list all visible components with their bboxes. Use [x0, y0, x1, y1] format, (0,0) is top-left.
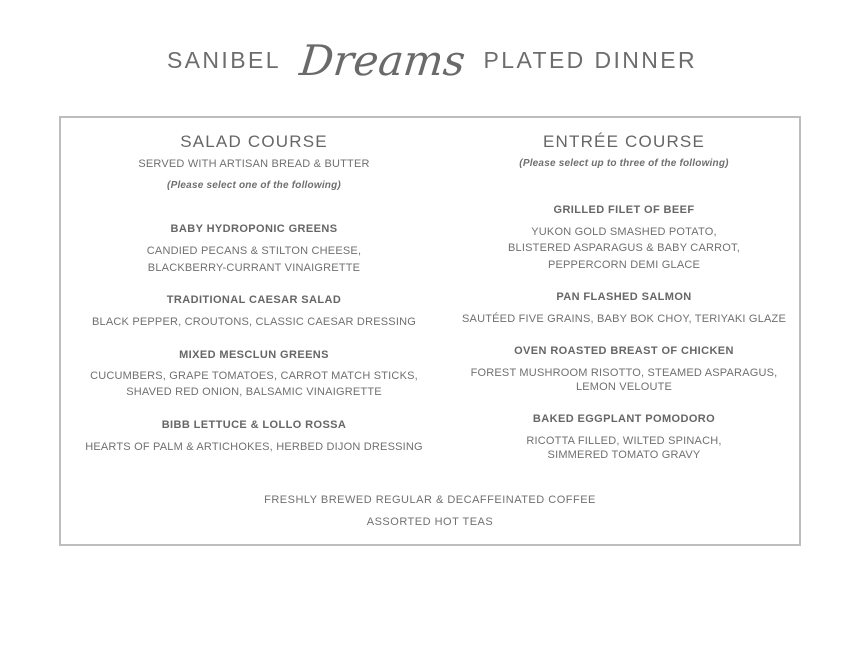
salad-item-desc: BLACKBERRY-CURRANT VINAIGRETTE: [147, 262, 361, 274]
footer-coffee: FRESHLY BREWED REGULAR & DECAFFEINATED COFFEE: [264, 494, 596, 506]
entree-item-desc: PEPPERCORN DEMI GLACE: [547, 259, 701, 271]
salad-item-name: BIBB LETTUCE & LOLLO ROSSA: [161, 419, 347, 431]
salad-item-desc: BLACK PEPPER, CROUTONS, CLASSIC CAESAR DRESSING: [91, 316, 416, 328]
entree-item-desc: FOREST MUSHROOM RISOTTO, STEAMED ASPARAGUS,: [470, 367, 778, 379]
entree-note: (Please select up to three of the following): [519, 158, 729, 169]
title-left: SANIBEL: [166, 47, 281, 73]
entree-item-desc: SAUTÉED FIVE GRAINS, BABY BOK CHOY, TERIYAKI GLAZE: [462, 313, 786, 325]
salad-item-name: BABY HYDROPONIC GREENS: [170, 223, 338, 235]
entree-item-desc: BLISTERED ASPARAGUS & BABY CARROT,: [508, 242, 740, 254]
salad-item-name: TRADITIONAL CAESAR SALAD: [166, 294, 342, 306]
title-right: PLATED DINNER: [483, 47, 698, 73]
entree-item-desc: SIMMERED TOMATO GRAVY: [547, 449, 701, 461]
entree-item-name: GRILLED FILET OF BEEF: [553, 204, 695, 216]
menu-title: [0, 36, 864, 85]
entree-item-name: OVEN ROASTED BREAST OF CHICKEN: [514, 345, 734, 357]
entree-item-desc: RICOTTA FILLED, WILTED SPINACH,: [526, 435, 722, 447]
menu-frame: [59, 116, 801, 546]
entree-course-title: ENTRÉE COURSE: [542, 132, 705, 151]
entree-item-name: BAKED EGGPLANT POMODORO: [532, 413, 716, 425]
salad-course-title: SALAD COURSE: [180, 132, 328, 151]
entree-item-desc: LEMON VELOUTE: [575, 381, 673, 393]
footer-teas: ASSORTED HOT TEAS: [366, 516, 494, 528]
salad-item-desc: HEARTS OF PALM & ARTICHOKES, HERBED DIJON DRESSING: [85, 441, 423, 453]
salad-item-name: MIXED MESCLUN GREENS: [179, 349, 329, 361]
salad-note: (Please select one of the following): [167, 180, 341, 191]
entree-item-desc: YUKON GOLD SMASHED POTATO,: [531, 226, 717, 238]
salad-item-desc: SHAVED RED ONION, BALSAMIC VINAIGRETTE: [126, 386, 382, 398]
title-script-logo: Dreams: [297, 36, 468, 85]
salad-item-desc: CUCUMBERS, GRAPE TOMATOES, CARROT MATCH STICKS,: [90, 370, 418, 382]
entree-item-name: PAN FLASHED SALMON: [556, 291, 692, 303]
salad-subtitle: SERVED WITH ARTISAN BREAD & BUTTER: [138, 158, 370, 170]
salad-item-desc: CANDIED PECANS & STILTON CHEESE,: [146, 245, 362, 257]
